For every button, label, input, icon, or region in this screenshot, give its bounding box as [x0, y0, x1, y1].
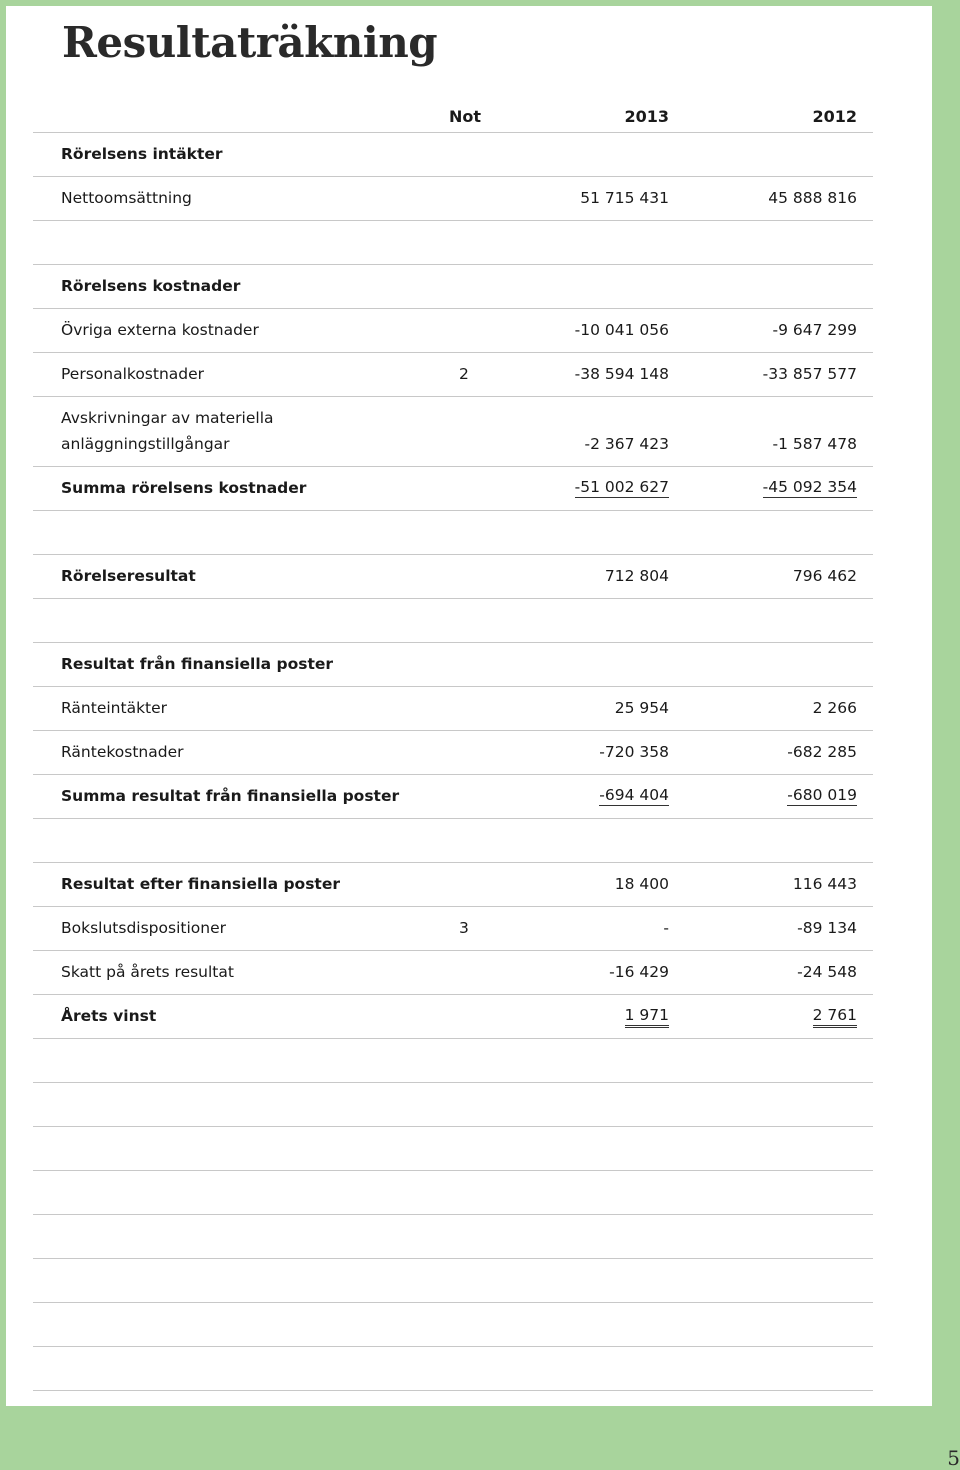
row-label: Räntekostnader [61, 743, 184, 761]
value-2012: -33 857 577 [762, 365, 857, 383]
table-row [33, 687, 873, 731]
row-label: Årets vinst [61, 1007, 157, 1025]
value-2012: -682 285 [787, 743, 857, 761]
value-2013: -694 404 [599, 786, 669, 804]
value-2013: -38 594 148 [574, 365, 669, 383]
row-label: Avskrivningar av materiella anläggningstillgångar [61, 409, 274, 453]
value-2012: 116 443 [792, 875, 857, 893]
row-label: Övriga externa kostnader [61, 321, 259, 339]
table-row [33, 1347, 873, 1391]
value-2013: 51 715 431 [580, 189, 669, 207]
header-year-2013: 2013 [624, 107, 669, 126]
table-header [33, 92, 873, 133]
table-row [33, 1039, 873, 1083]
document-page [6, 6, 932, 1406]
value-2013: 1 971 [625, 1005, 669, 1028]
value-2012: -680 019 [787, 786, 857, 804]
value-2013: -720 358 [599, 743, 669, 761]
value-2012: -24 548 [797, 963, 857, 981]
row-note: 3 [459, 919, 469, 937]
row-label: Rörelseresultat [61, 567, 196, 585]
row-label: Bokslutsdispositioner [61, 919, 226, 937]
row-label: Ränteintäkter [61, 699, 168, 717]
table-row [33, 1083, 873, 1127]
table-row [33, 1215, 873, 1259]
header-note: Not [449, 107, 482, 126]
income-statement-table [33, 133, 873, 1391]
row-label: Rörelsens kostnader [61, 277, 241, 295]
table-row [33, 221, 873, 265]
table-row [33, 863, 873, 907]
row-label: Resultat från finansiella poster [61, 655, 334, 673]
value-2012: -45 092 354 [762, 478, 857, 496]
value-2013: -16 429 [609, 963, 669, 981]
table-row [33, 995, 873, 1039]
page-number: 5 [947, 1446, 960, 1470]
table-row [33, 643, 873, 687]
table-row [33, 907, 873, 951]
value-2012: 2 761 [813, 1005, 857, 1028]
table-row [33, 467, 873, 511]
table-row [33, 177, 873, 221]
table-row [33, 1127, 873, 1171]
table-row [33, 1303, 873, 1347]
row-label: Resultat efter finansiella poster [61, 875, 340, 893]
table-row [33, 1171, 873, 1215]
row-note: 2 [459, 365, 469, 383]
table-row [33, 309, 873, 353]
row-label: Personalkostnader [61, 365, 205, 383]
table-row [33, 1259, 873, 1303]
row-label: Summa resultat från finansiella poster [61, 787, 400, 805]
table-row [33, 775, 873, 819]
value-2013: 18 400 [614, 875, 669, 893]
value-2012: -89 134 [797, 919, 857, 937]
value-2013: -10 041 056 [574, 321, 669, 339]
value-2013: -2 367 423 [584, 435, 669, 453]
value-2013: 25 954 [614, 699, 669, 717]
table-row [33, 951, 873, 995]
value-2012: -1 587 478 [772, 435, 857, 453]
table-row [33, 511, 873, 555]
value-2012: -9 647 299 [772, 321, 857, 339]
table-row [33, 555, 873, 599]
table-row [33, 397, 873, 467]
row-label: Nettoomsättning [61, 189, 192, 207]
table-row [33, 353, 873, 397]
table-row [33, 819, 873, 863]
page-title: Resultaträkning [62, 18, 438, 67]
table-row [33, 599, 873, 643]
row-label: Rörelsens intäkter [61, 145, 223, 163]
row-label: Summa rörelsens kostnader [61, 479, 307, 497]
value-2013: -51 002 627 [574, 478, 669, 496]
value-2012: 796 462 [792, 567, 857, 585]
table-row [33, 265, 873, 309]
value-2012: 2 266 [812, 699, 857, 717]
header-year-2012: 2012 [812, 107, 857, 126]
value-2013: 712 804 [604, 567, 669, 585]
row-label: Skatt på årets resultat [61, 963, 234, 981]
table-row [33, 133, 873, 177]
value-2012: 45 888 816 [768, 189, 857, 207]
table-row [33, 731, 873, 775]
value-2013: - [663, 919, 669, 937]
